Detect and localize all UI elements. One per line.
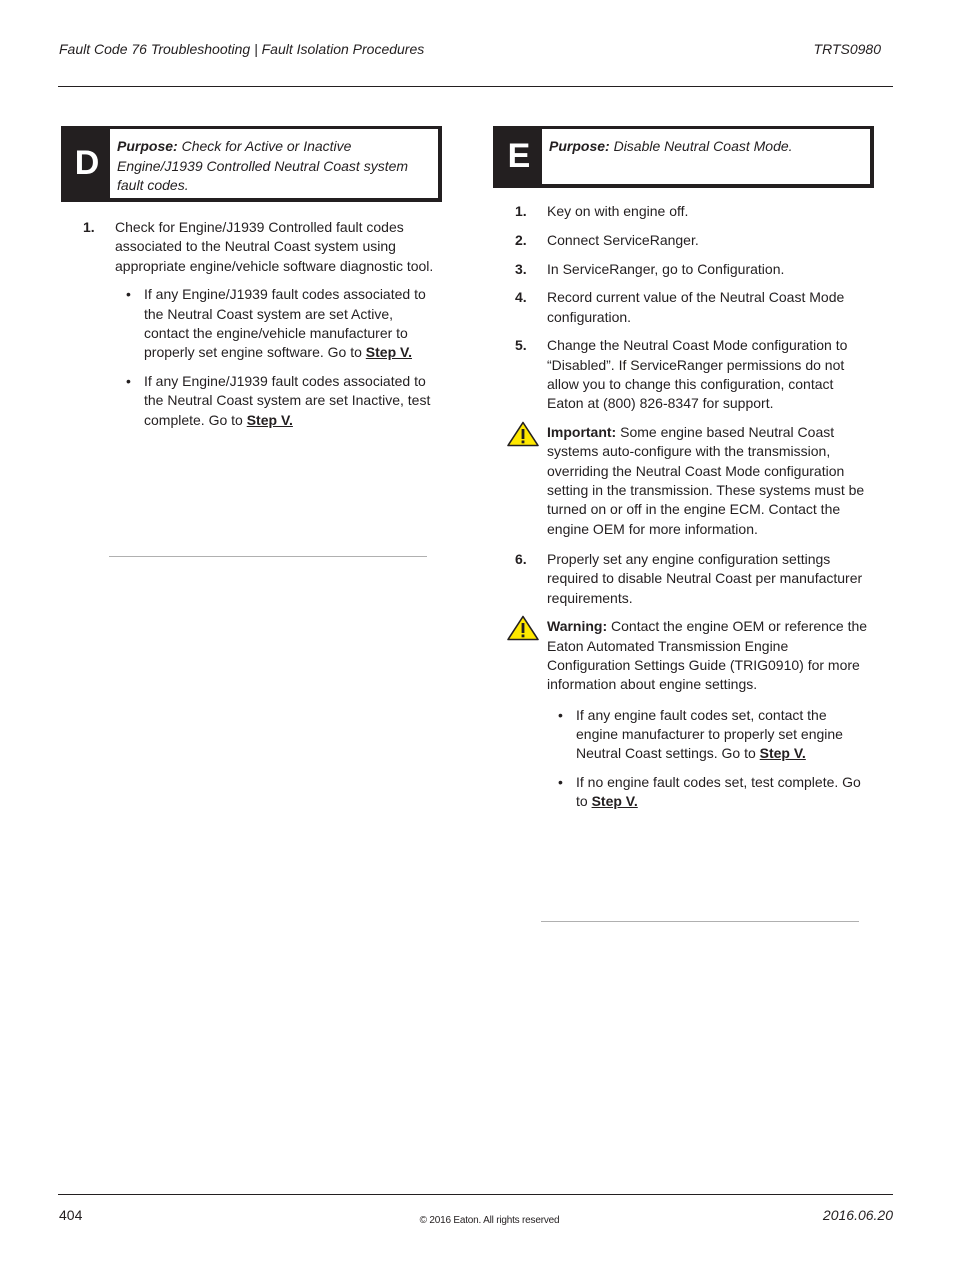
step-d-item-1 xyxy=(83,218,435,430)
step-e-item-4 xyxy=(515,288,869,327)
step-e-item-2 xyxy=(515,231,869,250)
step-d-bullet-1 xyxy=(115,285,435,362)
bullet-dot: • xyxy=(126,373,131,390)
item-number: 4. xyxy=(515,289,527,306)
item-text: Connect ServiceRanger. xyxy=(547,231,699,248)
purpose-label: Purpose: xyxy=(117,138,178,154)
footer-rule xyxy=(58,1194,893,1195)
step-v-link[interactable]: Step V. xyxy=(591,793,638,810)
bullet-dot: • xyxy=(126,286,131,303)
important-notice xyxy=(515,423,869,539)
item-text: Check for Engine/J1939 Controlled fault codes associated to the Neutral Coast system using appropriate engine/vehicle software diagnostic tool. xyxy=(115,219,434,274)
item-text: Change the Neutral Coast Mode configuration to “Disabled”. If ServiceRanger permissions do not allow you to change this configuration, contact Eaton at (800) 826-8347 for support. xyxy=(547,337,848,412)
item-number: 1. xyxy=(83,219,95,235)
step-d-bullet-2 xyxy=(115,372,435,430)
step-e-list xyxy=(515,202,869,821)
step-e-item-1 xyxy=(515,202,869,221)
step-d-letter: D xyxy=(64,129,110,198)
step-e-item-3 xyxy=(515,260,869,279)
bullet-text: If any Engine/J1939 fault codes associated to the Neutral Coast system are set Inactive, test complete. Go to xyxy=(144,373,431,428)
step-e-bullets xyxy=(547,706,869,812)
step-d-bullets xyxy=(115,285,435,430)
item-text: Key on with engine off. xyxy=(547,203,689,219)
step-d-box xyxy=(61,126,442,202)
header-rule xyxy=(58,86,893,87)
warning-label: Warning: xyxy=(547,618,608,635)
item-number: 2. xyxy=(515,231,527,248)
purpose-text: Disable Neutral Coast Mode. xyxy=(609,138,793,154)
important-label: Important: xyxy=(547,424,617,441)
item-number: 5. xyxy=(515,337,527,354)
publication-date: 2016.06.20 xyxy=(822,1207,893,1223)
purpose-text: Check for Active or Inactive Engine/J1939 Controlled Neutral Coast system fault codes. xyxy=(117,138,409,193)
step-v-link[interactable]: Step V. xyxy=(246,411,293,428)
header-title: Fault Code 76 Troubleshooting | Fault Isolation Procedures xyxy=(59,41,425,57)
document-id: TRTS0980 xyxy=(813,41,881,57)
warning-notice xyxy=(515,617,869,694)
item-text: Properly set any engine configuration settings required to disable Neutral Coast per manufacturer requirements. xyxy=(547,550,863,606)
step-v-link[interactable]: Step V. xyxy=(759,745,806,762)
step-e-bullet-2 xyxy=(547,773,869,812)
important-text: Some engine based Neutral Coast systems auto-configure with the transmission, overriding the Neutral Coast Mode configuration setting in the transmission. These systems must be turned on or off in the engine ECM. Contact the engine OEM for more information. xyxy=(547,424,865,537)
warning-triangle-icon xyxy=(507,615,539,641)
bullet-text: If any Engine/J1939 fault codes associated to the Neutral Coast system are set Active, contact the engine/vehicle manufacturer to properly set engine software. Go to xyxy=(144,286,426,361)
step-e-box xyxy=(493,126,874,188)
step-e-item-5 xyxy=(515,336,869,413)
purpose-label: Purpose: xyxy=(549,138,610,154)
item-text: Record current value of the Neutral Coast Mode configuration. xyxy=(547,289,845,325)
step-v-link[interactable]: Step V. xyxy=(365,344,412,361)
item-number: 6. xyxy=(515,550,527,567)
page-number: 404 xyxy=(59,1207,83,1223)
item-text: In ServiceRanger, go to Configuration. xyxy=(547,260,785,277)
bullet-dot: • xyxy=(558,773,563,790)
item-number: 1. xyxy=(515,203,527,219)
step-d-end-rule xyxy=(109,556,427,557)
bullet-dot: • xyxy=(558,706,563,723)
bullet-text: If no engine fault codes set, test complete. Go to xyxy=(576,773,861,810)
step-e-purpose xyxy=(549,137,856,157)
copyright: © 2016 Eaton. All rights reserved xyxy=(419,1215,560,1226)
step-e-bullet-1 xyxy=(547,706,869,764)
step-e-item-6 xyxy=(515,550,869,608)
step-e-letter: E xyxy=(496,129,542,184)
warning-text: Contact the engine OEM or reference the Eaton Automated Transmission Engine Configuration Settings Guide (TRIG0910) for more information about engine settings. xyxy=(547,618,868,693)
bullet-text: If any engine fault codes set, contact the engine manufacturer to properly set engine Neutral Coast settings. Go to xyxy=(576,706,843,762)
item-number: 3. xyxy=(515,260,527,277)
warning-triangle-icon xyxy=(507,421,539,447)
step-e-end-rule xyxy=(541,921,859,922)
step-d-purpose xyxy=(117,137,424,196)
step-d-list xyxy=(83,218,435,439)
